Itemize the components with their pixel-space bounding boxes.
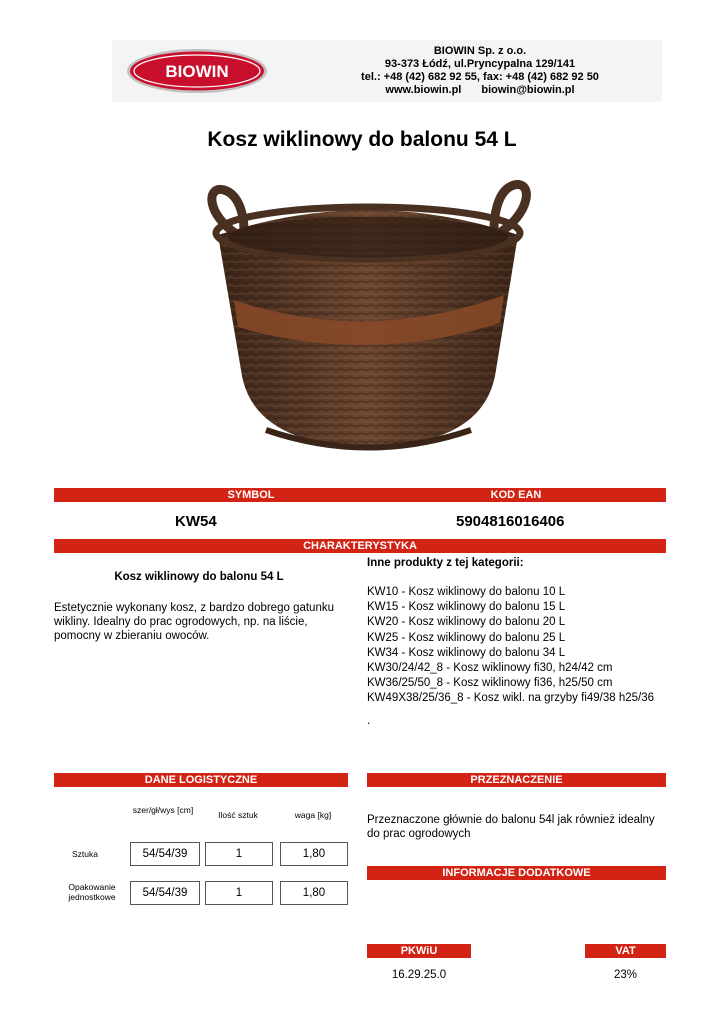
list-item: KW34 - Kosz wiklinowy do balonu 34 L [367, 646, 566, 659]
company-website[interactable]: www.biowin.pl [385, 84, 462, 96]
weight-cell: 1,80 [280, 842, 348, 866]
list-item: KW36/25/50_8 - Kosz wiklinowy fi36, h25/50 cm [367, 677, 613, 690]
pkwiu-header: PKWiU [367, 944, 471, 958]
col-weight-header: waga [kg] [294, 810, 332, 820]
other-products-list [367, 585, 667, 707]
ean-header: KOD EAN [490, 489, 542, 501]
qty-cell: 1 [205, 842, 273, 866]
qty-cell: 1 [205, 881, 273, 905]
weight-cell: 1,80 [280, 881, 348, 905]
product-description: Estetycznie wykonany kosz, z bardzo dobrego gatunku wikliny. Idealny do prac ogrodowych, np. na liście, pomocny w zbieraniu owoców. [54, 602, 334, 642]
company-name: BIOWIN Sp. z o.o. [433, 45, 527, 57]
list-item: KW15 - Kosz wiklinowy do balonu 15 L [367, 601, 566, 614]
list-item: KW49X38/25/36_8 - Kosz wikl. na grzyby fi49/38 h25/36 [367, 692, 655, 705]
characteristics-header: CHARAKTERYSTYKA [54, 539, 666, 553]
page-title: Kosz wiklinowy do balonu 54 L [207, 128, 517, 151]
product-name: Kosz wiklinowy do balonu 54 L [114, 571, 284, 583]
row-label: Sztuka [72, 849, 98, 859]
list-item: KW20 - Kosz wiklinowy do balonu 20 L [367, 616, 566, 629]
trailing-dot: . [367, 715, 371, 727]
vat-header: VAT [585, 944, 666, 958]
dims-cell: 54/54/39 [130, 842, 200, 866]
pkwiu-value: 16.29.25.0 [391, 969, 447, 981]
vat-value: 23% [613, 969, 638, 981]
biowin-logo [126, 48, 268, 94]
company-phone: tel.: +48 (42) 682 92 55, fax: +48 (42) 682 92 50 [361, 71, 599, 83]
company-address: 93-373 Łódź, ul.Pryncypalna 129/141 [384, 58, 576, 70]
company-info [340, 45, 620, 97]
symbol-value: KW54 [175, 513, 217, 530]
logo-text: BIOWIN [165, 62, 229, 81]
additional-info-header: INFORMACJE DODATKOWE [367, 866, 666, 880]
symbol-ean-bar [54, 488, 666, 502]
company-email[interactable]: biowin@biowin.pl [481, 84, 575, 96]
row-label: Opakowanie jednostkowe [68, 882, 116, 902]
col-qty-header: Ilość sztuk [218, 810, 258, 820]
list-item: KW10 - Kosz wiklinowy do balonu 10 L [367, 586, 566, 598]
purpose-text: Przeznaczone głównie do balonu 54l jak również idealny do prac ogrodowych [367, 814, 655, 840]
other-products-header: Inne produkty z tej kategorii: [367, 557, 524, 569]
symbol-header: SYMBOL [227, 489, 275, 501]
logistics-header: DANE LOGISTYCZNE [54, 773, 348, 787]
purpose-header: PRZEZNACZENIE [367, 773, 666, 787]
list-item: KW25 - Kosz wiklinowy do balonu 25 L [367, 631, 566, 644]
product-image [196, 175, 541, 460]
ean-value: 5904816016406 [456, 513, 565, 530]
dims-cell: 54/54/39 [130, 881, 200, 905]
list-item: KW30/24/42_8 - Kosz wiklinowy fi30, h24/42 cm [367, 662, 613, 675]
col-dims-header: szer/gł/wys [cm] [132, 805, 194, 815]
